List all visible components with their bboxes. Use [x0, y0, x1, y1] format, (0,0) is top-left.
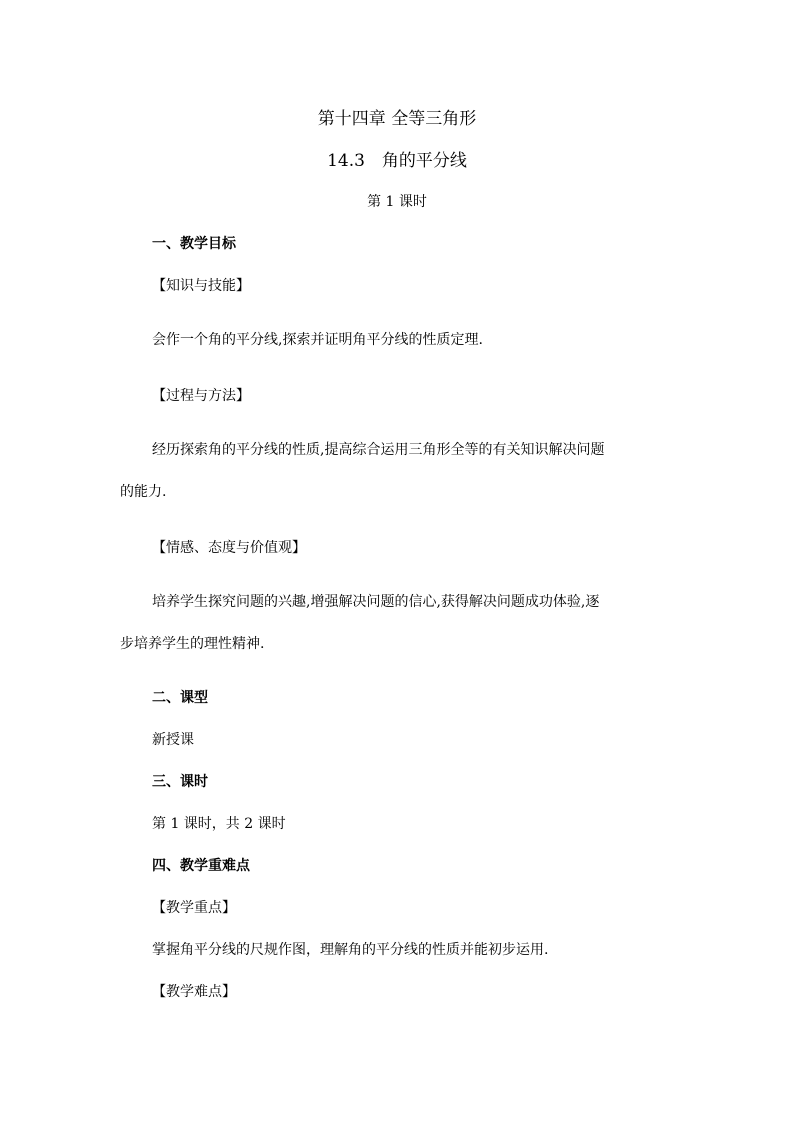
chapter-title: 第十四章 全等三角形	[317, 109, 477, 129]
process-method-text-line2: 的能力.	[120, 484, 167, 500]
process-method-label: 【过程与方法】	[152, 388, 250, 404]
class-hours-heading: 三、课时	[152, 774, 208, 790]
knowledge-skills-label: 【知识与技能】	[152, 278, 250, 294]
difficult-points-label: 【教学难点】	[152, 984, 236, 1000]
lesson-type-text: 新授课	[152, 732, 194, 748]
lesson-type-heading: 二、课型	[152, 690, 208, 706]
key-difficult-points-heading: 四、教学重难点	[152, 858, 250, 874]
class-hours-text: 第 1 课时，共 2 课时	[152, 816, 286, 832]
emotion-values-text-line1: 培养学生探究问题的兴趣,增强解决问题的信心,获得解决问题成功体验,逐	[152, 594, 600, 610]
section-title: 14.3 角的平分线	[327, 151, 467, 171]
process-method-text-line1: 经历探索角的平分线的性质,提高综合运用三角形全等的有关知识解决问题	[152, 442, 605, 458]
emotion-values-text-line2: 步培养学生的理性精神.	[120, 636, 265, 652]
teaching-objectives-heading: 一、教学目标	[152, 236, 236, 252]
lesson-label: 第 1 课时	[367, 194, 427, 210]
emotion-values-label: 【情感、态度与价值观】	[152, 540, 306, 556]
knowledge-skills-text: 会作一个角的平分线,探索并证明角平分线的性质定理.	[152, 332, 483, 348]
key-points-label: 【教学重点】	[152, 900, 236, 916]
key-points-text: 掌握角平分线的尺规作图，理解角的平分线的性质并能初步运用.	[152, 942, 549, 958]
